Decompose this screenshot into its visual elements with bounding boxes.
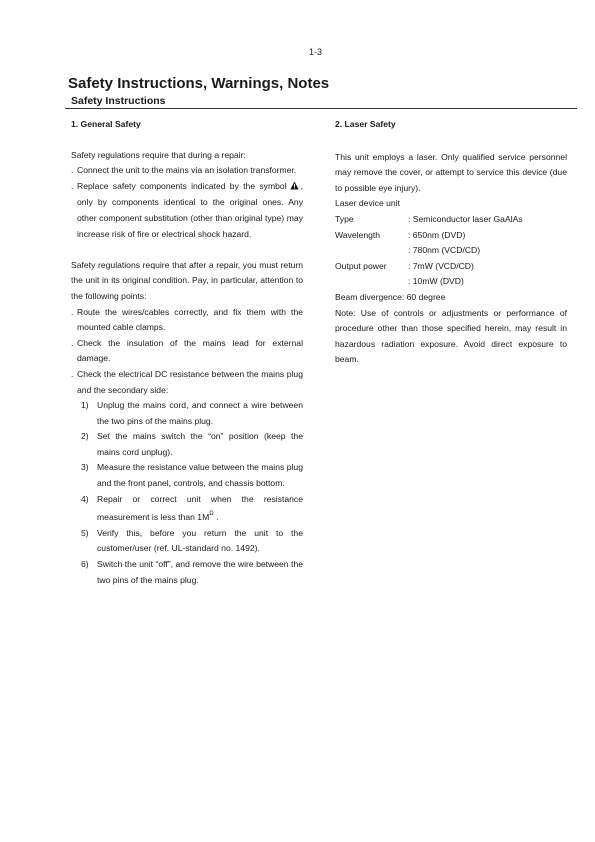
spec-key: Type <box>335 213 354 224</box>
general-safety-section <box>71 117 303 588</box>
step-text: Verify this, before you return the unit to the customer/user (ref. UL-standard no. 1492). <box>97 527 303 554</box>
list-item <box>71 492 303 526</box>
laser-safety-heading: 2. Laser Safety <box>335 119 396 129</box>
bullet-route-wires <box>71 305 303 336</box>
spec-row <box>335 212 567 228</box>
bullet-text: Check the insulation of the mains lead for external damage. <box>77 337 303 364</box>
list-item <box>71 526 303 557</box>
bullet-text: Connect the unit to the mains via an isolation transformer. <box>77 165 297 176</box>
step-number: 4) <box>81 493 89 504</box>
laser-unit-label: Laser device unit <box>335 198 400 209</box>
spec-value: : 7mW (VCD/CD) <box>408 260 474 271</box>
section-subtitle: Safety Instructions <box>71 95 166 107</box>
bullet-mark: . <box>71 180 74 191</box>
step-text: Repair or correct unit when the resistance measurement is less than 1M <box>97 493 303 523</box>
bullet-text-b: , only by components identical to the original ones. Any other component substitution (other than original type) may increase risk of fire or electrical shock hazard. <box>77 180 303 239</box>
bullet-isolation <box>71 163 303 179</box>
title-divider <box>65 108 577 109</box>
page-title: Safety Instructions, Warnings, Notes <box>68 75 330 92</box>
list-item <box>71 557 303 588</box>
spec-value: : 650nm (DVD) <box>408 229 466 240</box>
bullet-mark: . <box>71 165 74 176</box>
spec-row <box>335 274 567 290</box>
beam-divergence: Beam divergence: 60 degree <box>335 291 446 302</box>
laser-para: This unit employs a laser. Only qualified service personnel may remove the cover, or attempt to service this device (due to possible eye injury). <box>335 151 567 193</box>
bullet-text: Route the wires/cables correctly, and fix them with the mounted cable clamps. <box>77 306 303 333</box>
page-number: 1-3 <box>309 47 323 57</box>
spec-key: Output power <box>335 260 387 271</box>
list-item <box>71 429 303 460</box>
spec-value: : 10mW (DVD) <box>408 276 464 287</box>
ohm-symbol-icon: Ω <box>209 511 214 518</box>
spec-value: : 780nm (VCD/CD) <box>408 245 481 256</box>
warning-triangle-icon <box>290 180 299 196</box>
step-number: 1) <box>81 400 89 411</box>
bullet-insulation <box>71 336 303 367</box>
spec-key <box>335 243 408 259</box>
bullet-text-a: Replace safety components indicated by the symbol <box>77 180 287 191</box>
general-safety-heading: 1. General Safety <box>71 119 141 129</box>
laser-note: Note: Use of controls or adjustments or performance of procedure other than those specified herein, may result in hazardous radiation exposure. Avoid direct exposure to beam. <box>335 307 567 365</box>
step-number: 5) <box>81 527 89 538</box>
spec-key <box>335 274 408 290</box>
spec-key: Wavelength <box>335 229 381 240</box>
step-text: Unplug the mains cord, and connect a wire between the two pins of the mains plug. <box>97 400 303 426</box>
laser-specs <box>335 212 567 290</box>
step-text: Measure the resistance value between the mains plug and the front panel, controls, and chassis bottom. <box>97 462 303 489</box>
spec-value: : Semiconductor laser GaAlAs <box>408 213 523 224</box>
general-intro: Safety regulations require that during a repair: <box>71 149 246 160</box>
bullet-text: Check the electrical DC resistance between the mains plug and the secondary side: <box>77 368 303 395</box>
bullet-mark: . <box>71 306 74 317</box>
bullet-mark: . <box>71 368 74 379</box>
bullet-dc-resistance <box>71 367 303 398</box>
step-suffix: . <box>216 512 219 523</box>
laser-safety-section <box>335 117 567 368</box>
spec-row <box>335 259 567 275</box>
step-text: Switch the unit “off”, and remove the wire between the two pins of the mains plug. <box>97 559 303 585</box>
general-para2: Safety regulations require that after a repair, you must return the unit in its original condition. Pay, in particular, attention to the following points: <box>71 259 303 301</box>
list-item <box>71 460 303 491</box>
step-number: 6) <box>81 559 89 570</box>
step-number: 2) <box>81 431 89 442</box>
bullet-safety-components <box>71 179 303 242</box>
bullet-mark: . <box>71 337 74 348</box>
spec-row <box>335 228 567 244</box>
list-item <box>71 398 303 429</box>
step-text: Set the mains switch the “on” position (keep the mains cord unplug). <box>97 431 303 457</box>
resistance-steps-list <box>71 398 303 588</box>
step-number: 3) <box>81 462 89 473</box>
spec-row <box>335 243 567 259</box>
